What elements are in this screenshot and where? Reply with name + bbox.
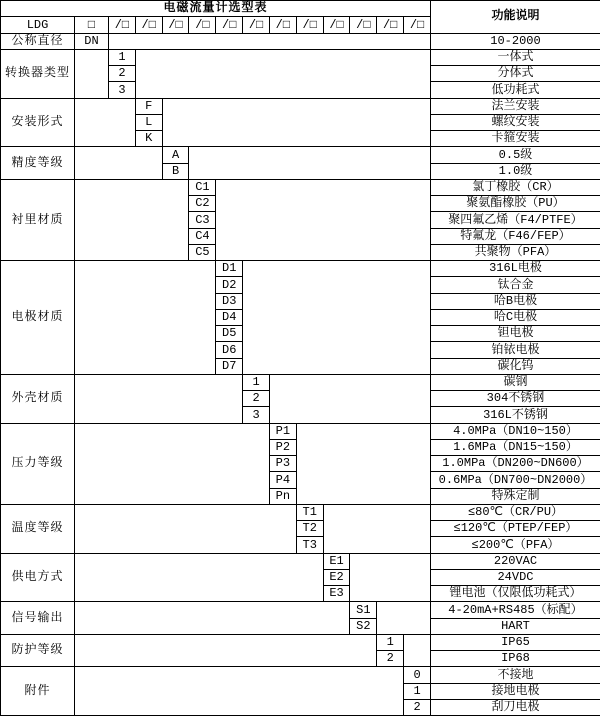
code-cell: C1 (189, 179, 216, 195)
desc-cell: 304不锈钢 (430, 391, 600, 407)
code-cell: D4 (216, 309, 243, 325)
code-cell: K (135, 131, 162, 147)
spacer-cell (216, 179, 431, 260)
spacer-cell (75, 261, 216, 375)
spacer-cell (75, 667, 404, 716)
spacer-cell (269, 374, 430, 423)
code-cell: 2 (377, 651, 404, 667)
table-row (1, 147, 600, 163)
code-cell: P2 (269, 439, 296, 455)
desc-cell: 哈B电极 (430, 293, 600, 309)
code-cell: T3 (296, 537, 323, 553)
code-cell: C2 (189, 196, 216, 212)
model-code-slot: /□ (189, 17, 216, 33)
table-row (1, 49, 600, 65)
spacer-cell (243, 261, 431, 375)
spacer-cell (75, 634, 377, 667)
spacer-cell (75, 49, 109, 98)
code-cell: 2 (243, 391, 270, 407)
table-row (1, 634, 600, 650)
category-electrode-material: 电极材质 (1, 261, 75, 375)
code-cell: D6 (216, 342, 243, 358)
code-cell: Pn (269, 488, 296, 504)
table-row (1, 33, 600, 49)
desc-cell: ≤80℃（CR/PU） (430, 504, 600, 520)
spacer-cell (75, 423, 270, 504)
code-cell: S1 (350, 602, 377, 618)
code-cell: 0 (404, 667, 431, 683)
code-cell: D7 (216, 358, 243, 374)
code-cell: D2 (216, 277, 243, 293)
code-cell: 1 (404, 683, 431, 699)
desc-cell: 1.0级 (430, 163, 600, 179)
category-nominal-diameter: 公称直径 (1, 33, 75, 49)
desc-cell: 碳钢 (430, 374, 600, 390)
code-cell: DN (75, 33, 109, 49)
function-column-header: 功能说明 (430, 1, 600, 34)
spacer-cell (377, 602, 431, 635)
code-cell: 1 (243, 374, 270, 390)
model-code-slot: /□ (269, 17, 296, 33)
model-code-slot: /□ (162, 17, 189, 33)
category-pressure-rating: 压力等级 (1, 423, 75, 504)
table-row (1, 98, 600, 114)
code-cell: T2 (296, 521, 323, 537)
spacer-cell (75, 602, 350, 635)
desc-cell: 卡箍安装 (430, 131, 600, 147)
code-cell: C4 (189, 228, 216, 244)
category-accessories: 附件 (1, 667, 75, 716)
desc-cell: 钛合金 (430, 277, 600, 293)
desc-cell: 不接地 (430, 667, 600, 683)
table-row (1, 602, 600, 618)
code-cell: 2 (109, 66, 136, 82)
desc-cell: 刮刀电极 (430, 699, 600, 715)
desc-cell: HART (430, 618, 600, 634)
code-cell: E3 (323, 586, 350, 602)
table-row (1, 504, 600, 520)
desc-cell: 316L电极 (430, 261, 600, 277)
category-power-supply: 供电方式 (1, 553, 75, 602)
desc-cell: 接地电极 (430, 683, 600, 699)
category-temperature-rating: 温度等级 (1, 504, 75, 553)
code-cell: T1 (296, 504, 323, 520)
desc-cell: 1.6MPa（DN15~150） (430, 439, 600, 455)
desc-cell: 特氟龙（F46/FEP） (430, 228, 600, 244)
spacer-cell (75, 147, 163, 180)
code-cell: C3 (189, 212, 216, 228)
spacer-cell (75, 553, 324, 602)
model-code-slot: /□ (243, 17, 270, 33)
code-cell: 1 (109, 49, 136, 65)
desc-cell: 氯丁橡胶（CR） (430, 179, 600, 195)
table-row (1, 179, 600, 195)
model-code-box: □ (75, 17, 109, 33)
spacer-cell (404, 634, 431, 667)
code-cell: 3 (109, 82, 136, 98)
desc-cell: 316L不锈钢 (430, 407, 600, 423)
desc-cell: IP65 (430, 634, 600, 650)
category-housing-material: 外壳材质 (1, 374, 75, 423)
code-cell: F (135, 98, 162, 114)
spacer-cell (75, 98, 136, 147)
code-cell: E2 (323, 569, 350, 585)
desc-cell: 0.5级 (430, 147, 600, 163)
spacer-cell (109, 33, 431, 49)
table-row (1, 423, 600, 439)
model-prefix-cell: LDG (1, 17, 75, 33)
code-cell: 2 (404, 699, 431, 715)
desc-cell: 低功耗式 (430, 82, 600, 98)
desc-cell: IP68 (430, 651, 600, 667)
model-code-slot: /□ (404, 17, 431, 33)
category-converter-type: 转换器类型 (1, 49, 75, 98)
table-row (1, 667, 600, 683)
code-cell: E1 (323, 553, 350, 569)
category-protection-rating: 防护等级 (1, 634, 75, 667)
spacer-cell (135, 49, 430, 98)
table-row (1, 261, 600, 277)
code-cell: L (135, 114, 162, 130)
code-cell: B (162, 163, 189, 179)
code-cell: P1 (269, 423, 296, 439)
model-code-slot: /□ (296, 17, 323, 33)
desc-cell: 1.0MPa（DN200~DN600） (430, 456, 600, 472)
spacer-cell (323, 504, 430, 553)
model-code-slot: /□ (377, 17, 404, 33)
code-cell: 3 (243, 407, 270, 423)
desc-cell: 分体式 (430, 66, 600, 82)
code-cell: D3 (216, 293, 243, 309)
desc-cell: 聚氨酯橡胶（PU） (430, 196, 600, 212)
desc-cell: 铂铱电极 (430, 342, 600, 358)
desc-cell: ≤200℃（PFA） (430, 537, 600, 553)
desc-cell: 一体式 (430, 49, 600, 65)
model-code-slot: /□ (135, 17, 162, 33)
desc-cell: 螺纹安装 (430, 114, 600, 130)
code-cell: P3 (269, 456, 296, 472)
table-row (1, 374, 600, 390)
code-cell: D5 (216, 326, 243, 342)
model-code-slot: /□ (216, 17, 243, 33)
category-signal-output: 信号输出 (1, 602, 75, 635)
table-row (1, 553, 600, 569)
desc-cell: 聚四氟乙烯（F4/PTFE） (430, 212, 600, 228)
spacer-cell (75, 179, 189, 260)
table-title: 电磁流量计选型表 (1, 1, 431, 17)
model-code-slot: /□ (350, 17, 377, 33)
desc-cell: ≤120℃（PTEP/FEP） (430, 521, 600, 537)
spacer-cell (296, 423, 430, 504)
model-code-slot: /□ (109, 17, 136, 33)
desc-cell: 4.0MPa（DN10~150） (430, 423, 600, 439)
desc-cell: 碳化钨 (430, 358, 600, 374)
spacer-cell (75, 374, 243, 423)
code-cell: S2 (350, 618, 377, 634)
code-cell: D1 (216, 261, 243, 277)
spacer-cell (350, 553, 431, 602)
spacer-cell (162, 98, 430, 147)
desc-cell: 0.6MPa（DN700~DN2000） (430, 472, 600, 488)
desc-cell: 钽电极 (430, 326, 600, 342)
code-cell: C5 (189, 244, 216, 260)
code-cell: 1 (377, 634, 404, 650)
table-row (1, 1, 600, 17)
desc-cell: 4-20mA+RS485（标配） (430, 602, 600, 618)
code-cell: P4 (269, 472, 296, 488)
category-installation-type: 安装形式 (1, 98, 75, 147)
category-accuracy-grade: 精度等级 (1, 147, 75, 180)
desc-cell: 共聚物（PFA） (430, 244, 600, 260)
desc-cell: 10-2000 (430, 33, 600, 49)
desc-cell: 24VDC (430, 569, 600, 585)
spacer-cell (189, 147, 431, 180)
spacer-cell (75, 504, 297, 553)
category-lining-material: 衬里材质 (1, 179, 75, 260)
model-code-slot: /□ (323, 17, 350, 33)
desc-cell: 法兰安装 (430, 98, 600, 114)
desc-cell: 哈C电极 (430, 309, 600, 325)
desc-cell: 锂电池（仅限低功耗式） (430, 586, 600, 602)
desc-cell: 220VAC (430, 553, 600, 569)
code-cell: A (162, 147, 189, 163)
desc-cell: 特殊定制 (430, 488, 600, 504)
